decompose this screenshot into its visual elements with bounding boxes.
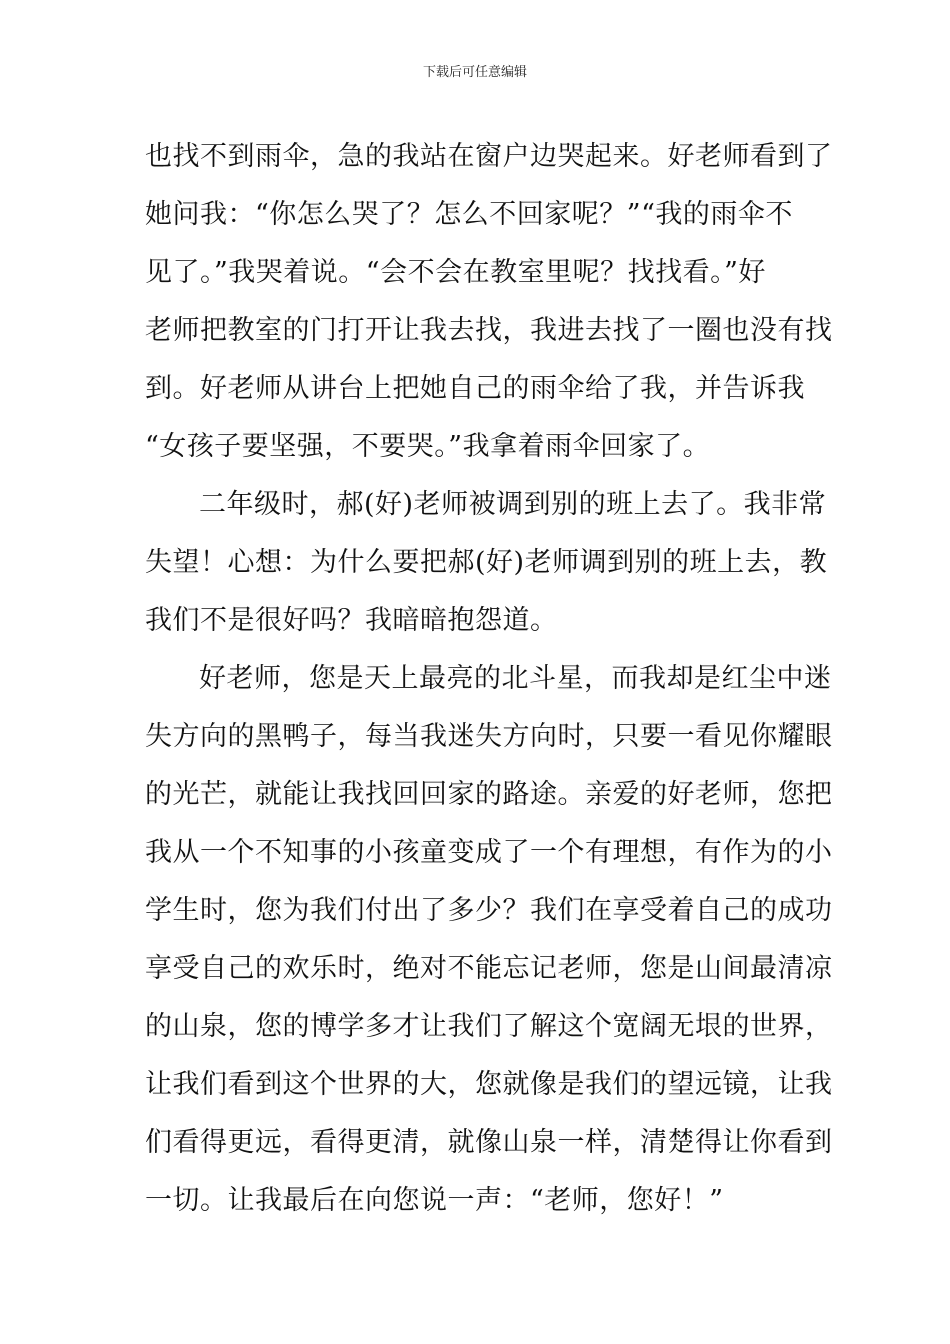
text-line: 的光芒，就能让我找回回家的路途。亲爱的好老师，您把 <box>145 779 833 810</box>
text-line: “女孩子要坚强，不要哭。”我拿着雨伞回家了。 <box>145 431 711 462</box>
text-line: 学生时，您为我们付出了多少？我们在享受着自己的成功 <box>145 895 833 926</box>
page-header: 下载后可任意编辑 <box>422 65 527 80</box>
text-line: 让我们看到这个世界的大，您就像是我们的望远镜，让我 <box>145 1069 833 1100</box>
text-line: 老师把教室的门打开让我去找，我进去找了一圈也没有找 <box>145 315 833 346</box>
text-line: 见了。”我哭着说。“会不会在教室里呢？找找看。”好 <box>145 257 766 288</box>
text-line: 的山泉，您的博学多才让我们了解这个宽阔无垠的世界， <box>145 1011 833 1042</box>
text-line: 一切。让我最后在向您说一声：“老师，您好！” <box>145 1185 724 1216</box>
text-line: 们看得更远，看得更清，就像山泉一样，清楚得让你看到 <box>145 1127 833 1158</box>
paragraph-first-line: 好老师，您是天上最亮的北斗星，而我却是红尘中迷 <box>199 663 832 694</box>
paragraph-first-line: 二年级时，郝(好)老师被调到别的班上去了。我非常 <box>199 489 827 520</box>
text-line: 享受自己的欢乐时，绝对不能忘记老师，您是山间最清凉 <box>145 953 833 984</box>
text-line: 也找不到雨伞，急的我站在窗户边哭起来。好老师看到了 <box>145 141 833 172</box>
text-line: 我从一个不知事的小孩童变成了一个有理想，有作为的小 <box>145 837 833 868</box>
text-line: 失望！心想：为什么要把郝(好)老师调到别的班上去，教 <box>145 547 828 578</box>
document-body <box>145 128 833 1230</box>
text-line: 她问我：“你怎么哭了？怎么不回家呢？”“我的雨伞不 <box>145 199 793 230</box>
text-line: 失方向的黑鸭子，每当我迷失方向时，只要一看见你耀眼 <box>145 721 833 752</box>
text-line: 我们不是很好吗？我暗暗抱怨道。 <box>145 605 558 636</box>
text-line: 到。好老师从讲台上把她自己的雨伞给了我，并告诉我 <box>145 373 805 404</box>
